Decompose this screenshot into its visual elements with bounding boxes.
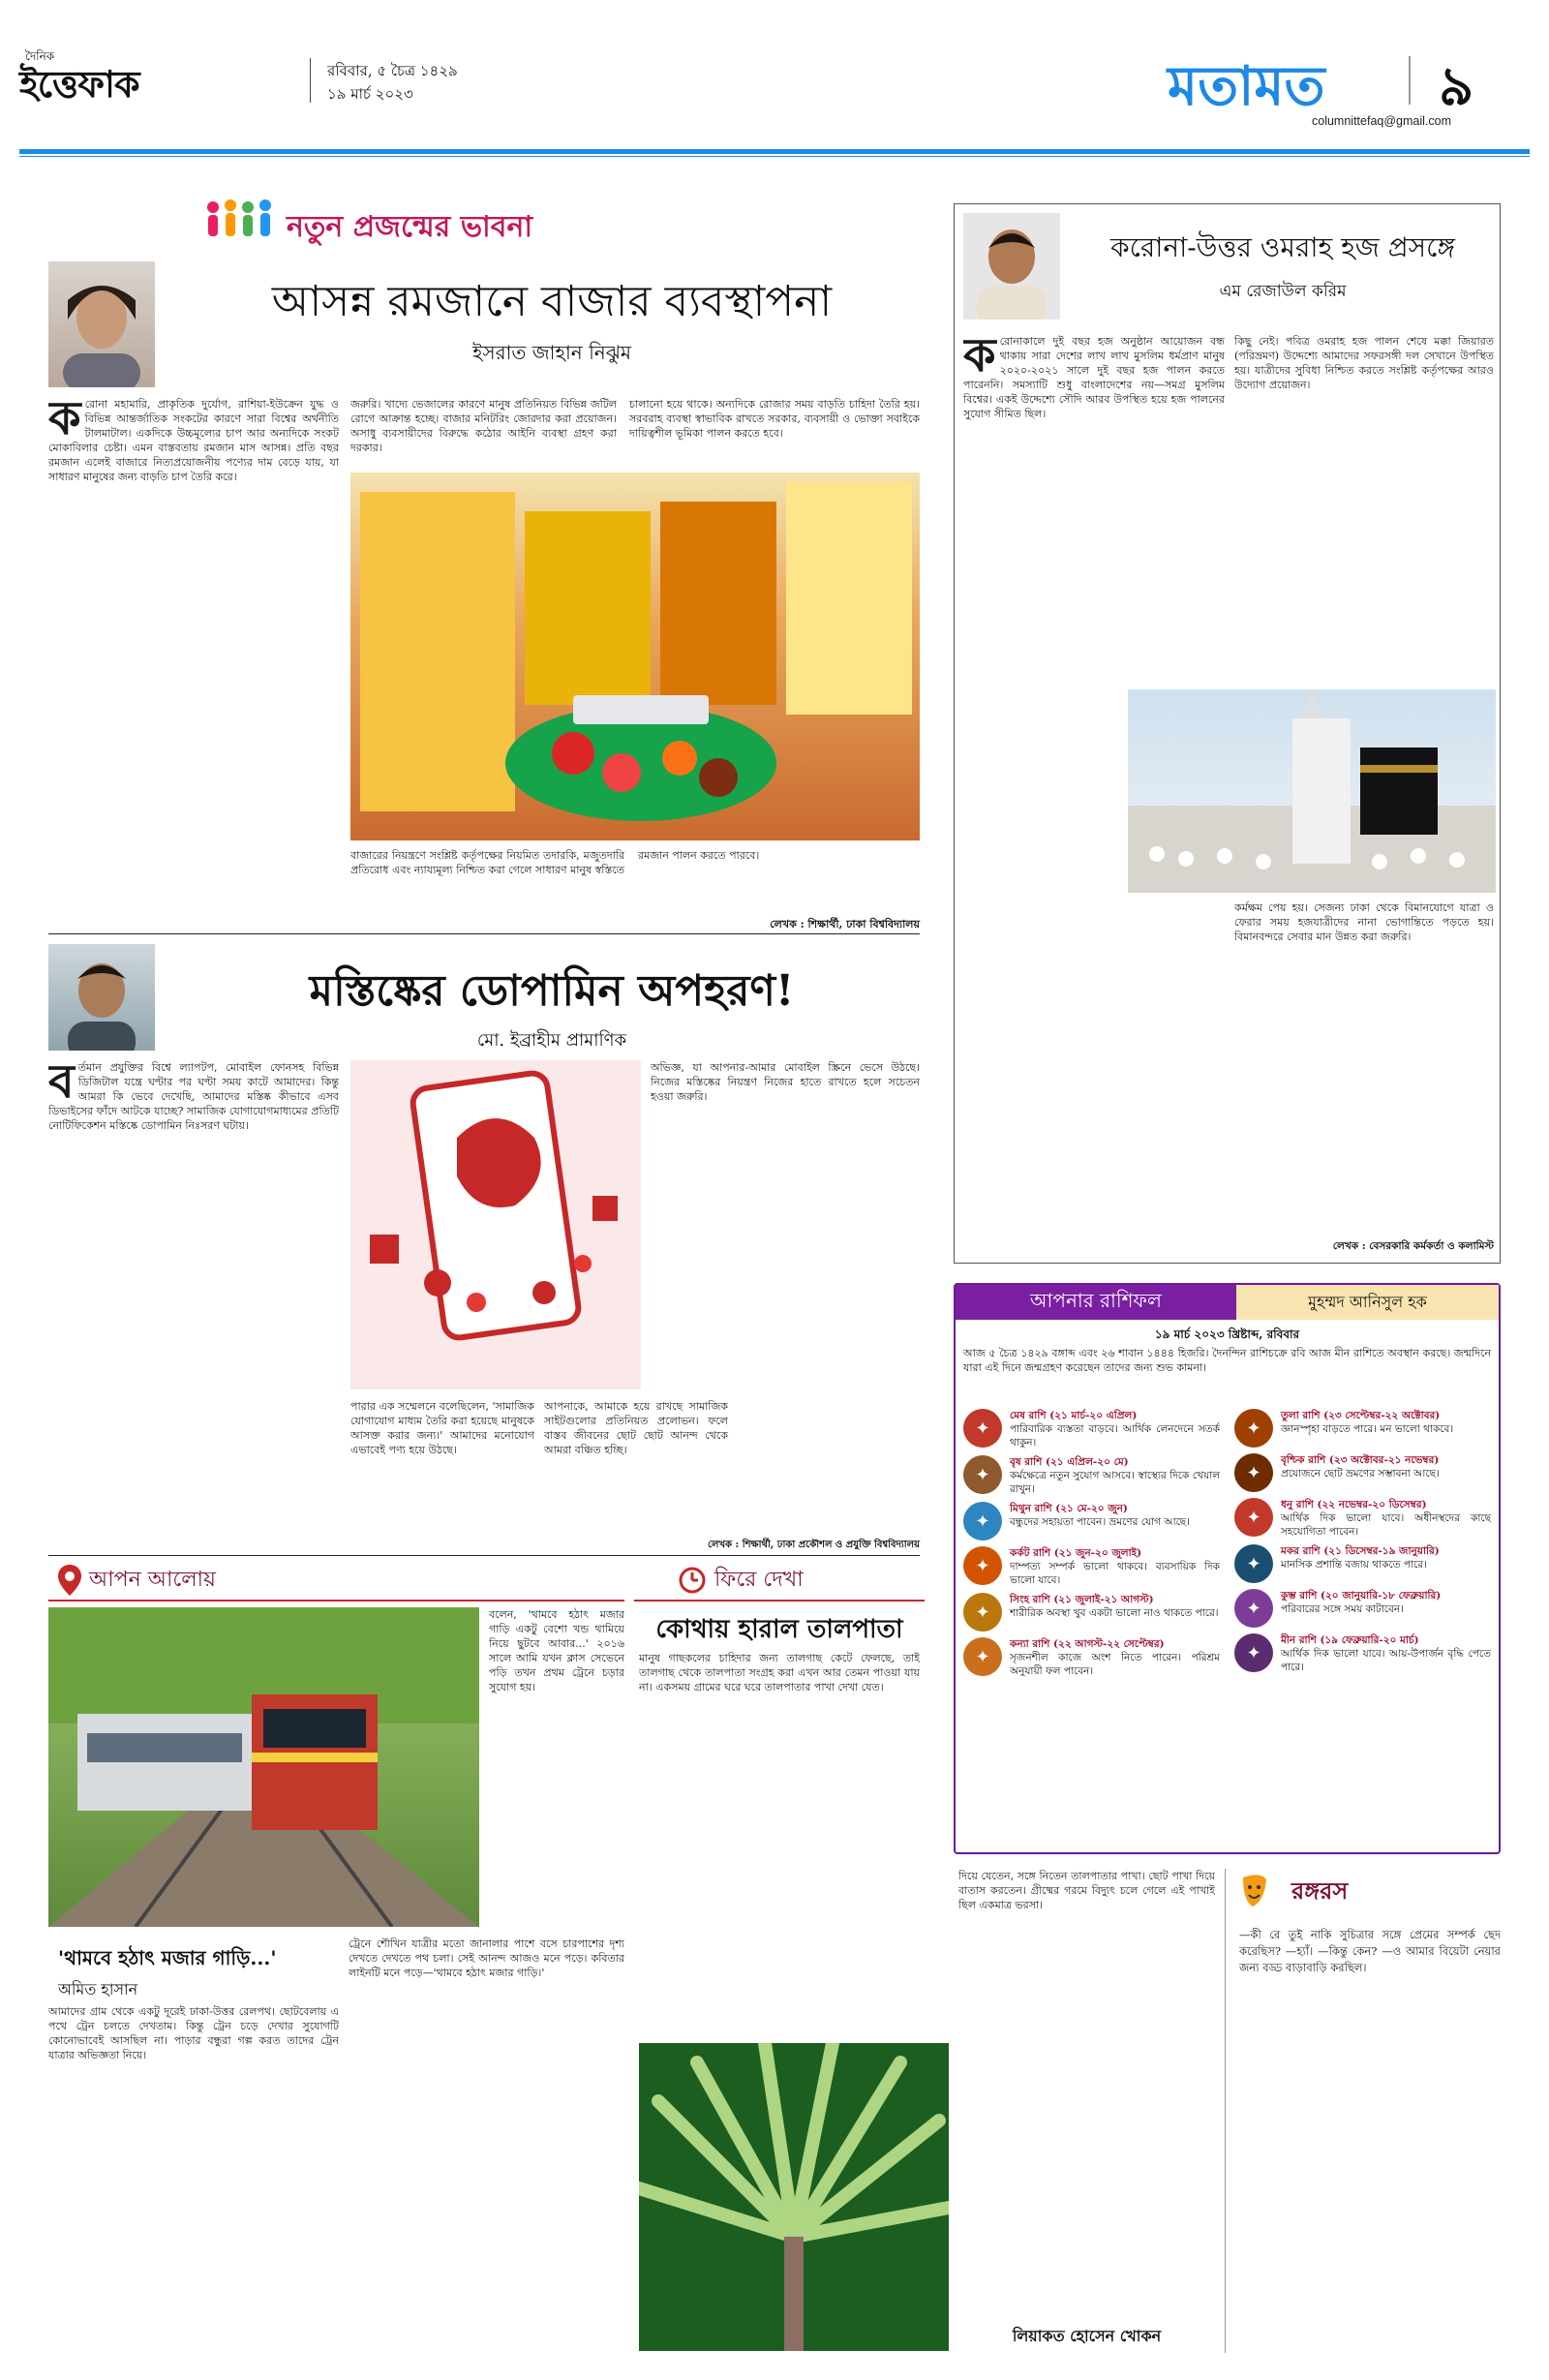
- zodiac-text: [1010, 1593, 1219, 1632]
- gemini-icon: ✦: [963, 1502, 1002, 1541]
- zodiac-sign-text: আর্থিক দিক ভালো যাবে। অধীনস্থদের কাছে সহযোগিতা পাবেন।: [1281, 1512, 1491, 1538]
- date-english: ১৯ মার্চ ২০২৩: [327, 85, 413, 103]
- article3-col1-text: রোনাকালে দুই বছর হজ অনুষ্ঠান আয়োজন বন্ধ থাকায় সারা দেশের লাখ লাখ মুসলিম ধর্মপ্রাণ মানুষ ২০২০-২০২১ সালে দুই বছর হজ পালন করতে পারেননি। সমস্যাটি শুধু বাংলাদেশের নয়—সমগ্র মুসলিম বিশ্বের। একই উদ্দেশ্যে সৌদি আরব উপস্থিত হয়ে হজ পালনের সুযোগ সীমিত ছিল।: [963, 335, 1225, 420]
- article1-footnote: লেখক : শিক্ষার্থী, ঢাকা বিশ্ববিদ্যালয়: [770, 918, 920, 931]
- zodiac-text: [1281, 1589, 1441, 1628]
- zodiac-row: [1234, 1589, 1491, 1628]
- page-number: ৯: [1439, 54, 1474, 118]
- section-title: মতামত: [1168, 54, 1325, 118]
- article2-title: মস্তিষ্কের ডোপামিন অপহরণ!: [309, 966, 795, 1016]
- zodiac-sign-name: বৃশ্চিক রাশি (২৩ অক্টোবর-২১ নভেম্বর): [1281, 1454, 1440, 1466]
- zodiac-sign-name: ধনু রাশি (২২ নভেম্বর-২০ ডিসেম্বর): [1281, 1499, 1427, 1510]
- article5-author: লিয়াকত হোসেন খোকন: [1012, 2327, 1162, 2345]
- author-photo-ibrahim: [48, 944, 155, 1051]
- article5-section-label: ফিরে দেখা: [714, 1567, 804, 1592]
- horoscope-header: [956, 1285, 1236, 1320]
- article1-title: আসন্ন রমজানে বাজার ব্যবস্থাপনা: [271, 277, 833, 326]
- zodiac-sign-text: শারীরিক অবস্থা খুব একটা ভালো নাও থাকতে পারে।: [1010, 1607, 1219, 1619]
- train-photo: [48, 1607, 479, 1927]
- zodiac-text: [1281, 1409, 1453, 1448]
- article3-author: এম রেজাউল করিম: [1219, 282, 1347, 301]
- zodiac-sign-name: তুলা রাশি (২৩ সেপ্টেম্বর-২২ অক্টোবর): [1281, 1410, 1441, 1421]
- zodiac-sign-name: মিথুন রাশি (২১ মে-২০ জুন): [1010, 1503, 1128, 1514]
- zodiac-sign-text: পারিবারিক ব্যস্ততা বাড়বে। আর্থিক লেনদেনে সতর্ক থাকুন।: [1010, 1423, 1220, 1449]
- article5-col2-text: দিয়ে যেতেন, সঙ্গে নিতেন তালপাতার পাখা। ছোট পাখা দিয়ে বাতাস করতেন। গ্রীষ্মের গরমে বিদ্যুৎ চলে গেলে এই পাখাই ছিল একমাত্র ভরসা।: [958, 1870, 1215, 1911]
- zodiac-sign-text: পরিবারের সঙ্গে সময় কাটাবেন।: [1281, 1603, 1404, 1615]
- aries-icon: ✦: [963, 1409, 1002, 1448]
- article3-footnote: লেখক : বেসরকারি কর্মকর্তা ও কলামিস্ট: [1332, 1240, 1494, 1252]
- date-bangla: রবিবার, ৫ চৈত্র ১৪২৯: [327, 62, 458, 79]
- article1-col2-text: জরুরি। খাদ্যে ভেজালের কারণে মানুষ প্রতিনিয়ত বিভিন্ন জটিল রোগে আক্রান্ত হচ্ছে। বাজার মনিটরিং জোরদার করা প্রয়োজন। অসাধু ব্যবসায়ীদের বিরুদ্ধে কঠোর আইনি ব্যবস্থা গ্রহণ করা দরকার।: [350, 398, 617, 454]
- article2-col2-text: পারার এক সম্মেলনে বলেছিলেন, 'সামাজিক যোগাযোগ মাধ্যম তৈরি করা হয়েছে মানুষকে আসক্ত করার জন্য।' আমাদের মনোযোগ এভাবেই পণ্য হয়ে উঠছে।: [350, 1400, 534, 1456]
- zodiac-row: [963, 1409, 1220, 1449]
- zodiac-sign-name: মকর রাশি (২১ ডিসেম্বর-১৯ জানুয়ারি): [1281, 1545, 1440, 1557]
- article3-col2-text: কিছু নেই। পবিত্র ওমরাহ হজ পালন শেষে মক্কা জিয়ারত (পরিভ্রমণ) উদ্দেশ্যে আমাদের সফরসঙ্গী দল সেখানে উপস্থিত হয়। যাত্রীদের সুবিধা নিশ্চিত করতে সংশ্লিষ্ট কর্তৃপক্ষের আরও উদ্যোগ প্রয়োজন।: [1234, 335, 1494, 391]
- masthead: [19, 48, 1530, 165]
- article4-section: [58, 1561, 349, 1600]
- article5-col1-text: মানুষ গাছকলের চাহিদার জন্য তালগাছ কেটে ফেলছে, তাই তালগাছ থেকে তালপাতা সংগ্রহ করা এখন আর তেমন পাওয়া যায় না। একসময় গ্রামের ঘরে ঘরে তালপাতার পাখা দেখা যেত।: [639, 1652, 920, 1693]
- article4-col1: [48, 2004, 339, 2343]
- zodiac-sign-text: বন্ধুদের সহায়তা পাবেন। ভ্রমণের যোগ আছে।: [1010, 1516, 1190, 1528]
- zodiac-sign-text: সৃজনশীল কাজে অংশ নিতে পারেন। পরিশ্রম অনুযায়ী ফল পাবেন।: [1010, 1652, 1220, 1677]
- author-photo-rezaul: [963, 213, 1060, 320]
- scorpio-icon: ✦: [1234, 1453, 1273, 1492]
- zodiac-text: [1281, 1633, 1491, 1674]
- virgo-icon: ✦: [963, 1637, 1002, 1676]
- article2-bottom-rule: [48, 1555, 920, 1556]
- article4-col1-text: আমাদের গ্রাম থেকে একটু দূরেই ঢাকা-উত্তর রেলপথ। ছোটবেলায় এ পথে ট্রেন চলতে দেখতাম। কিন্তু ট্রেন চড়ে দেখার সুযোগটি কোনোভাবেই আসছিল না। পাড়ার বন্ধুরা গল্প করত তাদের ট্রেন যাত্রার অভিজ্ঞতা নিয়ে।: [48, 2005, 339, 2061]
- article1-col4-text: বাজারের নিয়ন্ত্রণে সংশ্লিষ্ট কর্তৃপক্ষের নিয়মিত তদারকি, মজুতদারি প্রতিরোধ এবং ন্যায্যমূল্য নিশ্চিত করা গেলে সাধারণ মানুষ স্বস্তিতে রমজান পালন করতে পারবে।: [350, 849, 760, 876]
- article4-col2: [349, 1937, 624, 2343]
- zodiac-row: [963, 1637, 1220, 1678]
- zodiac-row: [1234, 1498, 1491, 1539]
- zodiac-sign-name: বৃষ রাশি (২১ এপ্রিল-২০ মে): [1010, 1456, 1129, 1468]
- zodiac-row: [963, 1546, 1220, 1587]
- sagittarius-icon: ✦: [1234, 1498, 1273, 1537]
- article1-col3: [629, 397, 920, 465]
- logo-small-text: দৈনিক: [25, 49, 55, 63]
- capricorn-icon: ✦: [1234, 1544, 1273, 1583]
- theatre-mask-icon: [1239, 1872, 1282, 1914]
- zodiac-sign-name: কন্যা রাশি (২২ আগস্ট-২২ সেপ্টেম্বর): [1010, 1638, 1165, 1650]
- people-icon: [203, 198, 281, 244]
- newspaper-logo[interactable]: [19, 48, 281, 108]
- libra-icon: ✦: [1234, 1409, 1273, 1448]
- author-photo-nijhum: [48, 261, 155, 387]
- zodiac-text: [1010, 1502, 1190, 1541]
- article1-col2: [350, 397, 617, 465]
- zodiac-sign-text: মানসিক প্রশান্তি বজায় থাকতে পারে।: [1281, 1559, 1427, 1571]
- zodiac-sign-name: সিংহ রাশি (২১ জুলাই-২১ আগস্ট): [1010, 1594, 1154, 1605]
- dopamine-illustration: [350, 1060, 641, 1389]
- zodiac-sign-name: মেষ রাশি (২১ মার্চ-২০ এপ্রিল): [1010, 1410, 1138, 1421]
- zodiac-sign-name: কুম্ভ রাশি (২০ জানুয়ারি-১৮ ফেব্রুয়ারি): [1281, 1590, 1442, 1602]
- zodiac-row: [963, 1502, 1220, 1541]
- column-email[interactable]: columnittefaq@gmail.com: [1312, 114, 1451, 128]
- article2-col3-text: আপনাকে, আমাকে হয়ে রাখছে সামাজিক সাইটগুলোর প্রতিনিয়ত প্রলোভন। ফলে বাস্তব জীবনের ছোট ছোট আনন্দ থেকে আমরা বঞ্চিত হচ্ছি।: [544, 1400, 728, 1456]
- article2-author: মো. ইব্রাহীম প্রামাণিক: [476, 1030, 627, 1051]
- article1-col1-text: রোনা মহামারি, প্রাকৃতিক দুর্যোগ, রাশিয়া-ইউক্রেন যুদ্ধ ও বিভিন্ন আন্তর্জাতিক সংকটের কারণে সারা বিশ্বের অর্থনীতি টালমাটাল। একদিকে উচ্চমূল্যের চাপ আর অন্যদিকে সংকট মোকাবিলার চেষ্টা। এমন বাস্তবতায় রমজান মাস আসন্ন। প্রতি বছর রমজান এলেই বাজারে নিত্যপ্রয়োজনীয় পণ্যের দাম বেড়ে যায়, যা সাধারণ মানুষের জন্য বাড়তি চাপ তৈরি করে।: [48, 398, 339, 483]
- horoscope-right-col: [1234, 1409, 1491, 1849]
- zodiac-row: [1234, 1544, 1491, 1583]
- zodiac-text: [1281, 1544, 1440, 1583]
- location-pin-icon: [58, 1565, 81, 1596]
- cancer-icon: ✦: [963, 1546, 1002, 1585]
- market-photo: [350, 473, 920, 840]
- zodiac-text: [1281, 1498, 1491, 1539]
- zodiac-text: [1010, 1455, 1220, 1496]
- kaaba-photo: [1128, 689, 1496, 893]
- article4-col3-text: বলেন, 'থামবে হঠাৎ মজার গাড়ি একটু বেশো খন্ড থামিয়ে নিয়ে ছুটবে আবার...' ২০১৬ সালে আমি যখন ক্লাস সেভেনে পড়ি তখন প্রথম ট্রেনে চড়ার সুযোগ হয়।: [489, 1608, 624, 1693]
- zodiac-row: [963, 1593, 1220, 1632]
- article2-col1: [48, 1060, 339, 1544]
- article2-footnote: লেখক : শিক্ষার্থী, ঢাকা প্রকৌশল ও প্রযুক্তি বিশ্ববিদ্যালয়: [707, 1540, 920, 1550]
- zodiac-text: [1010, 1637, 1220, 1678]
- masthead-divider: [310, 58, 311, 103]
- masthead-rule-thin: [19, 156, 1530, 157]
- article1-bottom-rule: [48, 933, 920, 934]
- zodiac-row: [963, 1455, 1220, 1496]
- horoscope-astrologer-bar: [1236, 1285, 1499, 1320]
- article4-col2-text: ট্রেনে শৌখিন যাত্রীর মতো জানালার পাশে বসে চারপাশের দৃশ্য দেখতে দেখতে পথ চলা। সেই আনন্দ আজও মনে পড়ে। কবিতার লাইনটি মনে পড়ে—'থামবে হঠাৎ মজার গাড়ি।': [349, 1938, 624, 1979]
- article2-col4: [651, 1060, 920, 1380]
- zodiac-text: [1010, 1409, 1220, 1449]
- humor-section-label: রঙ্গরস: [1291, 1877, 1349, 1905]
- article3-dropcap: ক: [963, 334, 996, 382]
- horoscope-left-col: [963, 1409, 1220, 1849]
- zodiac-sign-text: আর্থিক দিক ভালো যাবে। আয়-উপার্জন বৃদ্ধি পেতে পারে।: [1281, 1648, 1491, 1673]
- horoscope-astrologer: মুহম্মদ আনিসুল হক: [1308, 1292, 1427, 1311]
- youth-section-banner: [203, 194, 658, 252]
- zodiac-sign-text: জ্ঞানস্পৃহা বাড়তে পারে। মন ভালো থাকবে।: [1281, 1423, 1454, 1435]
- article1-dropcap: ক: [48, 397, 81, 445]
- aquarius-icon: ✦: [1234, 1589, 1273, 1628]
- article4-section-rule: [48, 1600, 624, 1602]
- section-divider: [1409, 56, 1411, 105]
- article1-col1: [48, 397, 339, 930]
- zodiac-text: [1010, 1546, 1220, 1587]
- zodiac-row: [1234, 1633, 1491, 1674]
- article4-section-label: আপন আলোয়: [89, 1567, 216, 1592]
- article4-author: অমিত হাসান: [58, 1980, 138, 1999]
- article3-col3-text: কর্মক্ষম পেয় হয়। সেজন্য ঢাকা থেকে বিমানযোগে যাত্রা ও ফেরার সময় হজযাত্রীদের নানা ভোগান্তিতে পড়তে হয়। বিমানবন্দরে সেবার মান উন্নত করা জরুরি।: [1234, 901, 1494, 943]
- article4-col3: [489, 1607, 624, 1927]
- article2-col3: [544, 1399, 728, 1544]
- article1-author: ইসরাত জাহান নিঝুম: [472, 341, 631, 364]
- article2-col4-text: অভিজ্ঞ, যা আপনার-আমার মোবাইল স্ক্রিনে ভেসে উঠছে। নিজের মস্তিষ্কের নিয়ন্ত্রণ নিজের হাতে রাখতে হলে সচেতন হওয়া জরুরি।: [651, 1061, 920, 1103]
- leo-icon: ✦: [963, 1593, 1002, 1632]
- article3-col3: [1234, 900, 1494, 1239]
- article3-title: করোনা-উত্তর ওমরাহ হজ প্রসঙ্গে: [1110, 231, 1455, 263]
- horoscope-title: আপনার রাশিফল: [1030, 1288, 1162, 1312]
- humor-divider: [1225, 1869, 1226, 2353]
- zodiac-sign-text: প্রযোজনে ছোট ভ্রমণের সম্ভাবনা আছে।: [1281, 1468, 1440, 1480]
- zodiac-row: [1234, 1409, 1491, 1448]
- zodiac-text: [1281, 1453, 1440, 1492]
- article1-col3-text: চালানো হয়ে থাকে। অন্যদিকে রোজার সময় বাড়তি চাহিদা তৈরি হয়। সরবরাহ ব্যবস্থা স্বাভাবিক রাখতে সরকার, ব্যবসায়ী ও ভোক্তা সবাইকে দায়িত্বশীল ভূমিকা পালন করতে হবে।: [629, 398, 920, 440]
- article5-col1: [639, 1651, 920, 2033]
- zodiac-sign-text: দাম্পত্য সম্পর্ক ভালো থাকবে। ব্যবসায়িক দিক ভালো যাবে।: [1010, 1561, 1220, 1586]
- taurus-icon: ✦: [963, 1455, 1002, 1494]
- article2-dropcap: ব: [48, 1060, 75, 1109]
- article2-col2: [350, 1399, 534, 1544]
- clock-rewind-icon: [678, 1566, 707, 1595]
- humor-header: [1239, 1869, 1501, 1917]
- horoscope-intro: আজ ৫ চৈত্র ১৪২৯ বঙ্গাব্দ এবং ২৬ শাবান ১৪৪৪ হিজরি। দৈনন্দিন রাশিচক্রে রবি আজ মীন রাশিতে অবস্থান করছে। জন্মদিনে যারা এই দিনে জন্মগ্রহণ করেছেন তাদের জন্য শুভ কামনা।: [963, 1347, 1491, 1374]
- zodiac-sign-name: মীন রাশি (১৯ ফেব্রুয়ারি-২০ মার্চ): [1281, 1634, 1419, 1646]
- article5-section-rule: [634, 1600, 925, 1602]
- article5-title: কোথায় হারাল তালপাতা: [655, 1615, 903, 1644]
- article2-col1-text: র্তমান প্রযুক্তির বিশ্বে ল্যাপটপ, মোবাইল ফোনসহ বিভিন্ন ডিজিটাল যন্ত্রে ঘণ্টার পর ঘণ্টা সময় কাটে আমাদের। কিন্তু আমরা কি ভেবে দেখেছি, আমাদের মস্তিষ্ক কীভাবে এসব ডিভাইসের ফাঁদে আটকে যাচ্ছে? সামাজিক যোগাযোগমাধ্যমের প্রতিটি নোটিফিকেশন মস্তিষ্কে ডোপামিন নিঃসরণ ঘটায়।: [48, 1061, 339, 1132]
- masthead-rule: [19, 149, 1530, 154]
- article3-col2: [1234, 334, 1494, 683]
- article5-col2: [958, 1869, 1215, 2314]
- palm-leaf-photo: [639, 2043, 949, 2351]
- zodiac-row: [1234, 1453, 1491, 1492]
- article5-section: [678, 1561, 929, 1600]
- youth-section-label: নতুন প্রজন্মের ভাবনা: [287, 210, 533, 244]
- article1-col4: [350, 848, 912, 926]
- zodiac-sign-text: কর্মক্ষেত্রে নতুন সুযোগ আসবে। স্বাস্থ্যের দিকে খেয়াল রাখুন।: [1010, 1470, 1220, 1495]
- zodiac-sign-name: কর্কট রাশি (২১ জুন-২০ জুলাই): [1010, 1547, 1142, 1559]
- pisces-icon: ✦: [1234, 1633, 1273, 1672]
- horoscope-date: ১৯ মার্চ ২০২৩ খ্রিষ্টাব্দ, রবিবার: [1154, 1327, 1300, 1341]
- article4-title: 'থামবে হঠাৎ মজার গাড়ি...': [58, 1946, 277, 1969]
- logo-main-text: ইত্তেফাক: [19, 62, 139, 106]
- humor-text: —কী রে তুই নাকি সুচিত্রার সঙ্গে প্রেমের সম্পর্ক ছেদ করেছিস? —হ্যাঁ। —কিন্তু কেন? —ও আমার বিয়েটা নেয়ার জন্য বড্ড বাড়াবাড়ি করছিল।: [1239, 1928, 1501, 1974]
